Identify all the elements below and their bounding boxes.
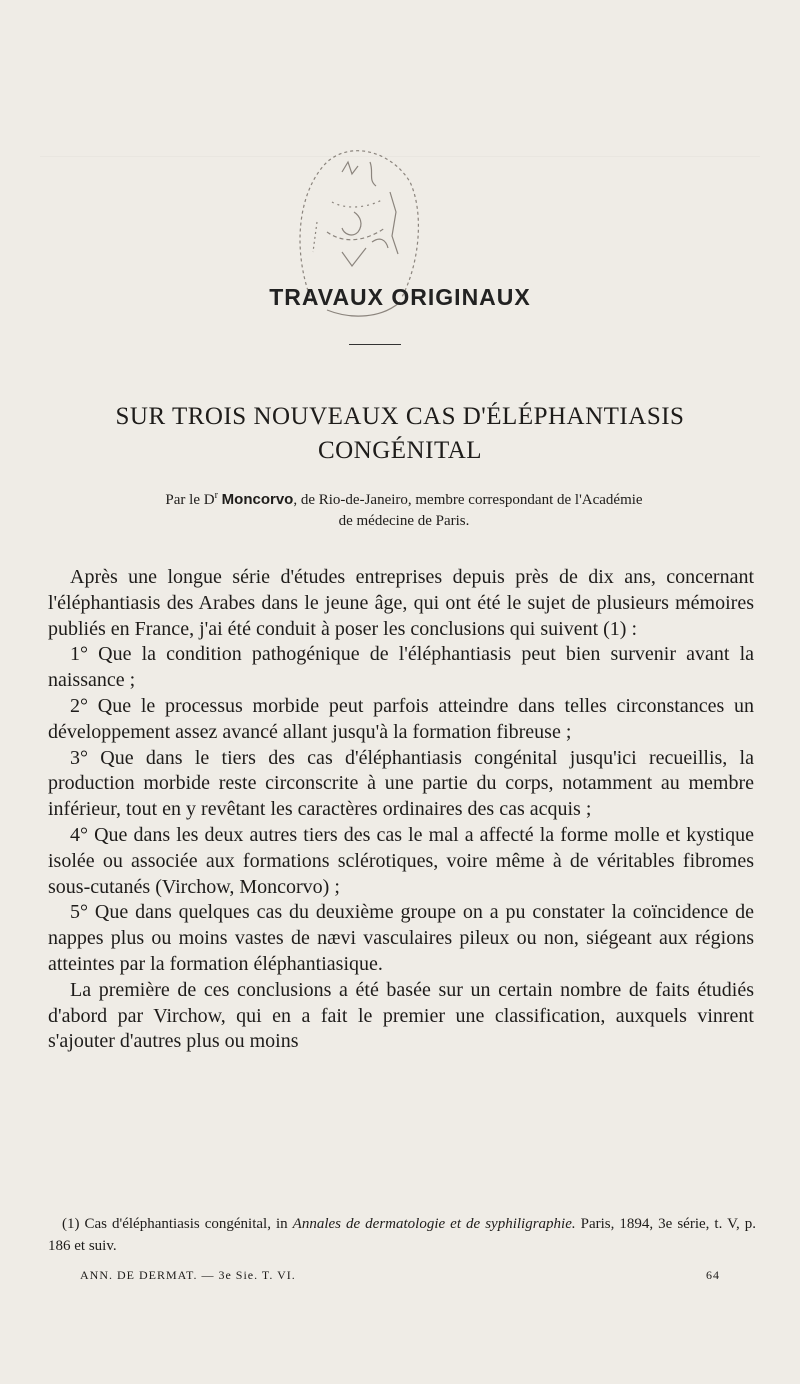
body-paragraph: 1° Que la condition pathogénique de l'éléphantiasis peut bien survenir avant la naissance ; [48, 643, 754, 692]
byline-affiliation-2: de médecine de Paris. [338, 513, 470, 529]
body-paragraph: 2° Que le processus morbide peut parfois atteindre dans telles circonstances un développement assez avancé allant jusqu'à la formation fibreuse ; [48, 694, 754, 743]
page-footer [80, 1268, 720, 1283]
footnote [48, 1213, 756, 1257]
article-title-line-2: CONGÉNITAL [317, 437, 483, 464]
body-paragraph: 5° Que dans quelques cas du deuxième groupe on a pu constater la coïncidence de nappes plus ou moins vastes de nævi vasculaires pileux ou non, siégeant aux régions atteintes par la formation éléphantiasique. [48, 901, 754, 975]
byline-affiliation-1: , de Rio-de-Janeiro, membre correspondant de l'Académie [293, 492, 643, 508]
section-header: TRAVAUX ORIGINAUX [269, 284, 531, 310]
footnote-rest: Paris, 1894, 3e série, t. V, p. 186 et suiv. [48, 1216, 756, 1254]
body-paragraph: Après une longue série d'études entreprises depuis près de dix ans, concernant l'éléphantiasis des Arabes dans le jeune âge, qui ont été le sujet de plusieurs mémoires publiés en France, j'ai été conduit à poser les conclusions qui suivent (1) : [48, 566, 754, 640]
byline-superscript: r [214, 490, 218, 501]
article-title-line-1: SUR TROIS NOUVEAUX CAS D'ÉLÉPHANTIASIS [115, 403, 685, 430]
article-body [48, 565, 754, 1055]
footnote-prefix: (1) Cas d'éléphantiasis congénital, in [62, 1216, 293, 1232]
footnote-journal: Annales de dermatologie et de syphiligraphie. [292, 1216, 576, 1232]
footer-journal-ref: ANN. DE DERMAT. — 3e Sie. T. VI. [80, 1268, 296, 1282]
divider-rule [349, 344, 401, 345]
body-paragraph: 3° Que dans le tiers des cas d'éléphantiasis congénital jusqu'ici recueillis, la production morbide reste circonscrite à une partie du corps, notamment au membre inférieur, tout en y revêtant les caractères ordinaires des cas acquis ; [48, 746, 754, 821]
author-name: Moncorvo [221, 491, 294, 508]
body-paragraph: 4° Que dans les deux autres tiers des cas le mal a affecté la forme molle et kystique isolée ou associée aux formations sclérotiques, voire même à de véritables fibromes sous-cutanés (Virchow, Moncorvo) ; [48, 823, 754, 898]
page-number: 64 [706, 1268, 720, 1282]
author-byline [48, 485, 760, 532]
byline-prefix: Par le D [165, 492, 215, 508]
body-paragraph: La première de ces conclusions a été basée sur un certain nombre de faits étudiés d'abord par Virchow, qui en a fait le premier une classification, auxquels vinrent s'ajouter d'autres plus ou moins [48, 978, 754, 1053]
